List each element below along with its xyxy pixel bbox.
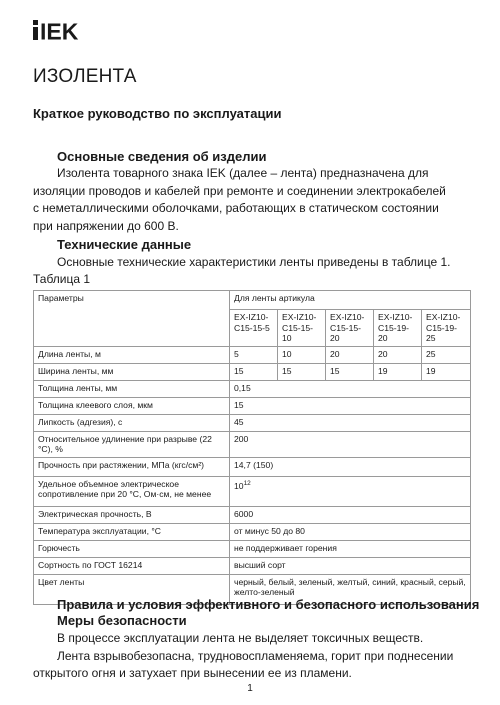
- table-label-cell: Горючесть: [34, 540, 230, 557]
- text-line: изоляции проводов и кабелей при ремонте и соединении электрокабелей: [33, 183, 446, 198]
- table-value-cell: 15: [278, 363, 326, 380]
- text-line: с неметаллическими оболочками, работающих в статическом состоянии: [33, 201, 439, 216]
- table-row: [34, 346, 471, 363]
- table-row: [34, 523, 471, 540]
- table-row: [34, 506, 471, 523]
- table-value-cell: 15: [230, 397, 471, 414]
- table-value-cell: 200: [230, 431, 471, 457]
- table-label-cell: Прочность при растяжении, МПа (кгс/см²): [34, 457, 230, 476]
- table-value-cell: 0,15: [230, 380, 471, 397]
- table-value-cell: 45: [230, 414, 471, 431]
- text-line: при напряжении до 600 В.: [33, 218, 179, 233]
- text-line: Лента взрывобезопасна, трудновоспламеняема, горит при поднесении: [57, 648, 454, 663]
- table-label-cell: Удельное объемное электрическое сопротивление при 20 °С, Ом·см, не менее: [34, 476, 230, 506]
- table-label-cell: Температура эксплуатации, °С: [34, 523, 230, 540]
- resistance-exponent: 12: [243, 479, 251, 487]
- table-value-cell: не поддерживает горения: [230, 540, 471, 557]
- section-safety-text: [33, 630, 468, 683]
- table-row: [34, 363, 471, 380]
- table-value-cell: [230, 476, 471, 506]
- text-line: Изолента товарного знака IEK (далее – лента) предназначена для: [57, 166, 429, 180]
- table-value-cell: 20: [326, 346, 374, 363]
- resistance-base: 10: [234, 480, 244, 491]
- table-value-cell: 15: [326, 363, 374, 380]
- table-value-cell: 10: [278, 346, 326, 363]
- table-article-cell: EX-IZ10-C15-19-20: [374, 310, 422, 347]
- spec-table: [33, 290, 471, 605]
- table-value-cell: 15: [230, 363, 278, 380]
- table-row: [34, 476, 471, 506]
- logo-text: IEK: [40, 20, 79, 40]
- table-label-cell: Толщина клеевого слоя, мкм: [34, 397, 230, 414]
- table-label-cell: Толщина ленты, мм: [34, 380, 230, 397]
- document-title: ИЗОЛЕНТА: [33, 66, 137, 87]
- table-row: [34, 557, 471, 574]
- section-heading-safety-measures: Меры безопасности: [57, 613, 187, 628]
- text-line: В процессе эксплуатации лента не выделяет токсичных веществ.: [57, 631, 424, 645]
- table-label-cell: Сортность по ГОСТ 16214: [34, 557, 230, 574]
- section-heading-product-info: Основные сведения об изделии: [57, 149, 267, 164]
- table-value-cell: 6000: [230, 506, 471, 523]
- table-label-cell: Цвет ленты: [34, 574, 230, 604]
- table-value-cell: 14,7 (150): [230, 457, 471, 476]
- iek-logo: [33, 20, 93, 40]
- table-article-cell: EX-IZ10-C15-15-20: [326, 310, 374, 347]
- table-label-cell: Электрическая прочность, В: [34, 506, 230, 523]
- table-row: [34, 414, 471, 431]
- table-label-cell: Относительное удлинение при разрыве (22 °С), %: [34, 431, 230, 457]
- section-product-info-text: [33, 165, 468, 235]
- table-row: [34, 540, 471, 557]
- section-heading-safety-rules: Правила и условия эффективного и безопасного использования: [57, 597, 480, 612]
- table-header-group: Для ленты артикула: [230, 291, 471, 310]
- table-value-cell: 25: [422, 346, 471, 363]
- table-value-cell: 5: [230, 346, 278, 363]
- table-value-cell: 20: [374, 346, 422, 363]
- table-label-cell: Ширина ленты, мм: [34, 363, 230, 380]
- section-heading-tech-data: Технические данные: [57, 237, 192, 252]
- table-value-cell: 19: [374, 363, 422, 380]
- table-value-cell: черный, белый, зеленый, желтый, синий, красный, серый, желто-зеленый: [230, 574, 471, 604]
- section-tech-data-text: [33, 254, 468, 272]
- table-article-cell: EX-IZ10-C15-19-25: [422, 310, 471, 347]
- table-article-cell: EX-IZ10-C15-15-5: [230, 310, 278, 347]
- text-line: открытого огня и затухает при вынесении ее из пламени.: [33, 666, 352, 681]
- table-value-cell: 19: [422, 363, 471, 380]
- text-line: Основные технические характеристики ленты приведены в таблице 1.: [57, 255, 451, 269]
- table-row: [34, 380, 471, 397]
- table-label-cell: Длина ленты, м: [34, 346, 230, 363]
- table-row: [34, 431, 471, 457]
- table-row: [34, 291, 471, 310]
- table-value-cell: от минус 50 до 80: [230, 523, 471, 540]
- table-article-cell: EX-IZ10-C15-15-10: [278, 310, 326, 347]
- page-number: 1: [247, 683, 253, 694]
- table-label-cell: Липкость (адгезия), с: [34, 414, 230, 431]
- table-row: [34, 397, 471, 414]
- table-row: [34, 457, 471, 476]
- table-value-cell: высший сорт: [230, 557, 471, 574]
- document-subtitle: Краткое руководство по эксплуатации: [33, 106, 282, 121]
- table-caption: Таблица 1: [33, 272, 91, 286]
- table-header-params: Параметры: [34, 291, 230, 347]
